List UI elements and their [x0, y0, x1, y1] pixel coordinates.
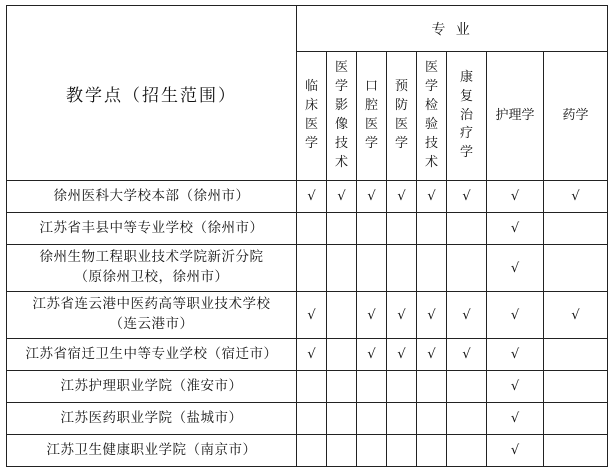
empty-cell — [387, 245, 417, 292]
empty-cell — [447, 245, 487, 292]
school-name-line: 徐州医科大学校本部（徐州市） — [53, 187, 250, 204]
empty-cell — [387, 213, 417, 245]
empty-cell — [357, 245, 387, 292]
school-name-line: （原徐州卫校，徐州市） — [74, 269, 229, 285]
school-name-line: （连云港市） — [109, 316, 194, 332]
check-mark-cell: √ — [544, 181, 608, 213]
school-name-line: 徐州生物工程职业技术学院新沂分院 — [39, 249, 264, 266]
table-row — [7, 403, 608, 435]
empty-cell — [357, 371, 387, 403]
school-name-cell — [7, 371, 297, 403]
major-group-header: 专 业 — [297, 6, 608, 52]
school-name-cell — [7, 213, 297, 245]
empty-cell — [417, 213, 447, 245]
check-mark-cell: √ — [387, 292, 417, 339]
empty-cell — [327, 292, 357, 339]
table-row — [7, 339, 608, 371]
check-mark-cell: √ — [357, 181, 387, 213]
empty-cell — [297, 213, 327, 245]
school-name-line: 江苏护理职业学院（淮安市） — [60, 377, 243, 394]
empty-cell — [447, 435, 487, 467]
check-mark-cell: √ — [387, 181, 417, 213]
major-label: 康复治疗学 — [459, 69, 473, 161]
table-row — [7, 245, 608, 292]
check-mark-cell: √ — [387, 339, 417, 371]
school-name-cell — [7, 435, 297, 467]
major-label: 临床医学 — [304, 79, 318, 151]
check-mark-cell: √ — [327, 181, 357, 213]
empty-cell — [387, 435, 417, 467]
empty-cell — [297, 403, 327, 435]
empty-cell — [417, 245, 447, 292]
table-row — [7, 181, 608, 213]
major-header — [544, 52, 608, 181]
school-column-header: 教学点（招生范围） — [7, 6, 297, 181]
check-mark-cell: √ — [487, 213, 544, 245]
empty-cell — [417, 435, 447, 467]
school-name-cell — [7, 403, 297, 435]
empty-cell — [297, 435, 327, 467]
empty-cell — [327, 435, 357, 467]
empty-cell — [447, 371, 487, 403]
check-mark-cell: √ — [487, 245, 544, 292]
major-label: 口腔医学 — [364, 79, 378, 151]
school-name-line: 江苏医药职业学院（盐城市） — [60, 409, 243, 426]
table-row — [7, 213, 608, 245]
major-label: 药学 — [562, 107, 589, 123]
check-mark-cell: √ — [417, 339, 447, 371]
empty-cell — [327, 339, 357, 371]
major-label: 预防医学 — [394, 79, 408, 151]
empty-cell — [544, 403, 608, 435]
major-header — [387, 52, 417, 181]
empty-cell — [447, 403, 487, 435]
table-body — [7, 181, 608, 467]
school-name-line: 江苏省宿迁卫生中等专业学校（宿迁市） — [25, 345, 278, 362]
major-header — [357, 52, 387, 181]
empty-cell — [327, 245, 357, 292]
school-name-cell — [7, 339, 297, 371]
table-row — [7, 371, 608, 403]
school-name-cell — [7, 181, 297, 213]
empty-cell — [544, 371, 608, 403]
school-name-cell — [7, 245, 297, 292]
empty-cell — [357, 213, 387, 245]
major-header — [327, 52, 357, 181]
major-label: 医学检验技术 — [424, 60, 438, 170]
check-mark-cell: √ — [297, 292, 327, 339]
check-mark-cell: √ — [447, 292, 487, 339]
table-row — [7, 435, 608, 467]
check-mark-cell: √ — [297, 181, 327, 213]
empty-cell — [327, 371, 357, 403]
check-mark-cell: √ — [417, 292, 447, 339]
empty-cell — [544, 339, 608, 371]
check-mark-cell: √ — [544, 292, 608, 339]
empty-cell — [544, 245, 608, 292]
empty-cell — [357, 403, 387, 435]
empty-cell — [357, 435, 387, 467]
school-name-line: 江苏省丰县中等专业学校（徐州市） — [39, 219, 264, 236]
teaching-sites-table — [6, 5, 608, 467]
empty-cell — [447, 213, 487, 245]
check-mark-cell: √ — [447, 181, 487, 213]
school-name-cell — [7, 292, 297, 339]
school-name-line: 江苏卫生健康职业学院（南京市） — [46, 441, 257, 458]
check-mark-cell: √ — [357, 339, 387, 371]
check-mark-cell: √ — [417, 181, 447, 213]
empty-cell — [387, 403, 417, 435]
empty-cell — [544, 213, 608, 245]
major-header — [417, 52, 447, 181]
major-label: 医学影像技术 — [334, 60, 348, 170]
empty-cell — [297, 245, 327, 292]
school-name-line: 江苏省连云港中医药高等职业技术学校 — [32, 296, 271, 313]
check-mark-cell: √ — [487, 371, 544, 403]
major-label: 护理学 — [495, 107, 535, 123]
empty-cell — [417, 371, 447, 403]
major-header — [487, 52, 544, 181]
empty-cell — [544, 435, 608, 467]
check-mark-cell: √ — [447, 339, 487, 371]
empty-cell — [327, 403, 357, 435]
check-mark-cell: √ — [487, 435, 544, 467]
check-mark-cell: √ — [487, 181, 544, 213]
check-mark-cell: √ — [297, 339, 327, 371]
check-mark-cell: √ — [487, 339, 544, 371]
check-mark-cell: √ — [487, 292, 544, 339]
check-mark-cell: √ — [357, 292, 387, 339]
empty-cell — [297, 371, 327, 403]
table-row — [7, 292, 608, 339]
empty-cell — [417, 403, 447, 435]
major-header — [297, 52, 327, 181]
major-header — [447, 52, 487, 181]
check-mark-cell: √ — [487, 403, 544, 435]
empty-cell — [327, 213, 357, 245]
empty-cell — [387, 371, 417, 403]
